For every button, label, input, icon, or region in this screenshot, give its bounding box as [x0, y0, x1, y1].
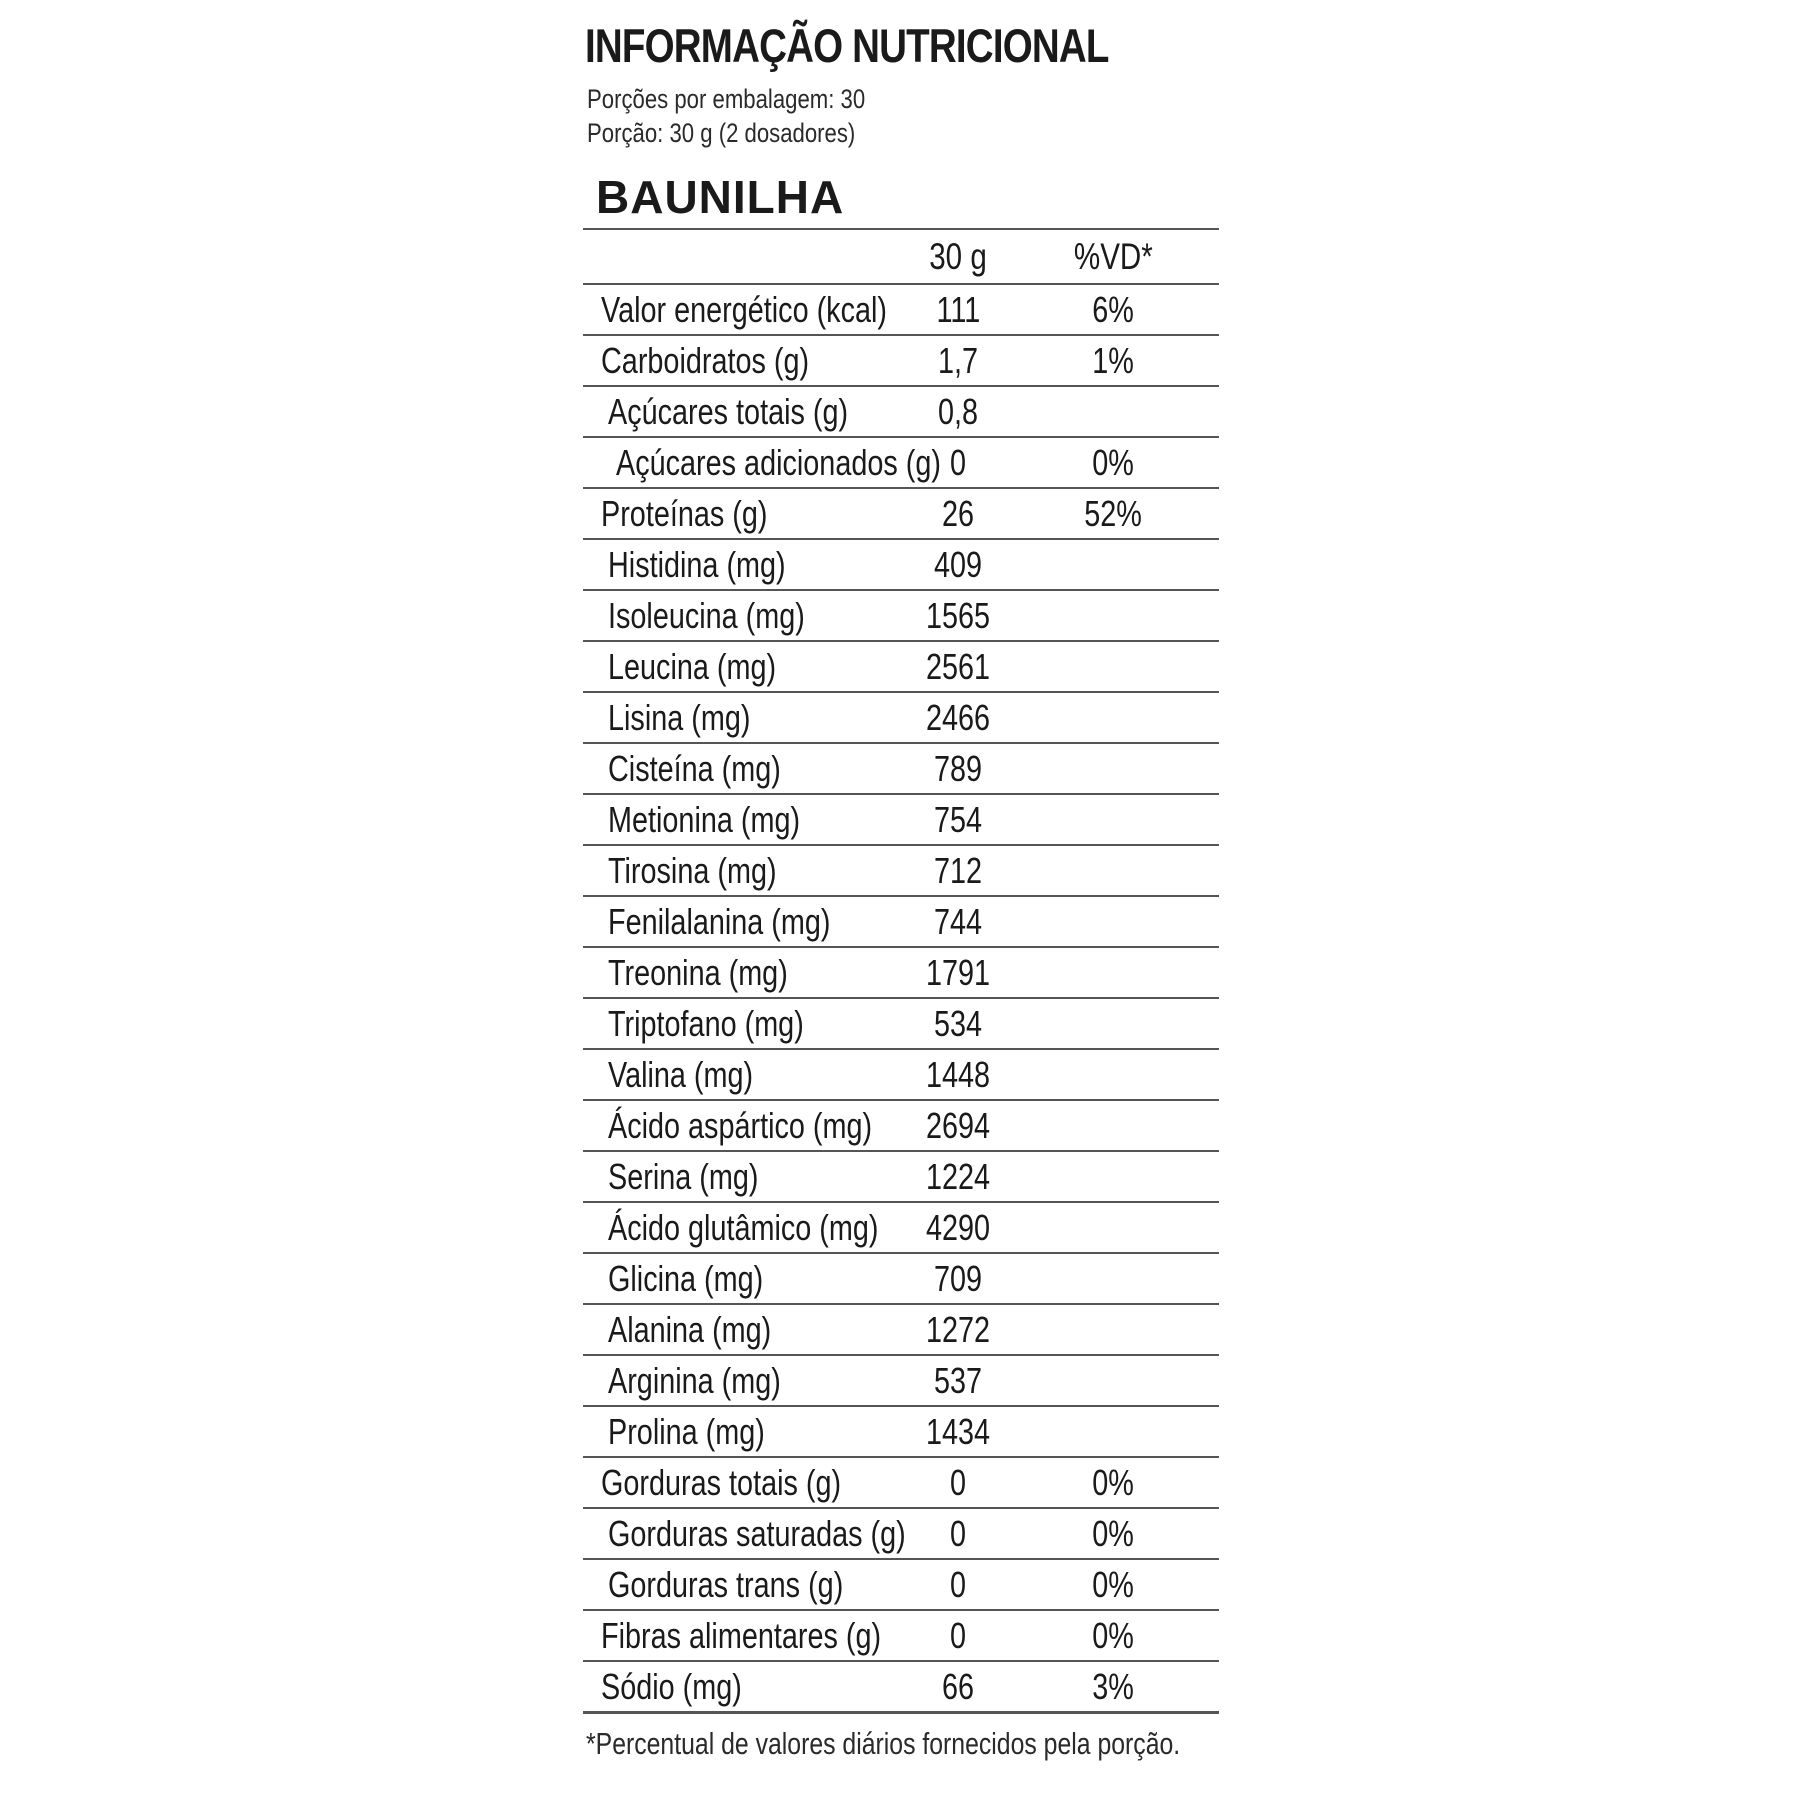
- table-row: [583, 1458, 1219, 1509]
- nutrient-amount: 66: [941, 1665, 975, 1707]
- nutrient-daily-value: [1038, 744, 1188, 793]
- column-header-amount: 30 g: [929, 235, 987, 277]
- nutrient-name: Isoleucina (mg): [608, 594, 805, 636]
- nutrient-daily-value: 3%: [1092, 1665, 1134, 1707]
- table-row: [583, 438, 1219, 489]
- nutrient-daily-value: 0%: [1092, 1461, 1134, 1503]
- nutrient-daily-value: [1038, 1152, 1188, 1201]
- nutrient-amount: 1791: [925, 951, 991, 993]
- nutrient-daily-value: [1038, 642, 1188, 691]
- nutrient-name: Treonina (mg): [608, 951, 788, 993]
- table-row: [583, 1560, 1219, 1611]
- servings-per-package: Porções por embalagem: 30: [587, 84, 866, 114]
- table-row: [583, 285, 1219, 336]
- nutrient-daily-value: [1038, 693, 1188, 742]
- nutrient-name: Açúcares adicionados (g): [616, 441, 941, 483]
- nutrient-amount: 1434: [925, 1410, 991, 1452]
- table-row: [583, 846, 1219, 897]
- nutrient-name: Alanina (mg): [608, 1308, 772, 1350]
- table-row: [583, 693, 1219, 744]
- nutrient-daily-value: [1038, 1050, 1188, 1099]
- nutrient-daily-value: 0%: [1092, 1614, 1134, 1656]
- serving-size: Porção: 30 g (2 dosadores): [587, 118, 856, 148]
- table-row: [583, 1662, 1219, 1714]
- table-row: [583, 591, 1219, 642]
- nutrient-name: Arginina (mg): [608, 1359, 781, 1401]
- nutrition-table: [583, 228, 1219, 1714]
- nutrient-name: Gorduras saturadas (g): [608, 1512, 906, 1554]
- table-row: [583, 1203, 1219, 1254]
- nutrient-daily-value: [1038, 846, 1188, 895]
- table-row: [583, 1407, 1219, 1458]
- nutrient-amount: 744: [933, 900, 983, 942]
- nutrient-name: Proteínas (g): [601, 492, 768, 534]
- nutrient-daily-value: [1038, 1407, 1188, 1456]
- table-row: [583, 744, 1219, 795]
- table-row: [583, 642, 1219, 693]
- nutrient-name: Lisina (mg): [608, 696, 751, 738]
- nutrient-amount: 111: [936, 288, 980, 330]
- nutrient-amount: 1,7: [937, 339, 979, 381]
- table-row: [583, 540, 1219, 591]
- nutrient-amount: 0: [949, 1563, 967, 1605]
- table-row: [583, 1611, 1219, 1662]
- nutrient-name: Serina (mg): [608, 1155, 759, 1197]
- nutrient-daily-value: [1038, 897, 1188, 946]
- nutrient-daily-value: 1%: [1092, 339, 1134, 381]
- nutrient-amount: 2561: [925, 645, 991, 687]
- nutrient-daily-value: 0%: [1092, 441, 1134, 483]
- nutrient-daily-value: [1038, 1305, 1188, 1354]
- nutrient-name: Prolina (mg): [608, 1410, 765, 1452]
- nutrient-name: Histidina (mg): [608, 543, 786, 585]
- nutrient-amount: 712: [933, 849, 983, 891]
- nutrient-daily-value: [1038, 1356, 1188, 1405]
- nutrient-amount: 537: [933, 1359, 983, 1401]
- nutrient-amount: 2694: [925, 1104, 991, 1146]
- table-row: [583, 1509, 1219, 1560]
- nutrient-amount: 0: [949, 1614, 967, 1656]
- table-body: [583, 285, 1219, 1714]
- nutrient-daily-value: [1038, 999, 1188, 1048]
- nutrient-amount: 1272: [925, 1308, 991, 1350]
- nutrient-daily-value: 0%: [1092, 1512, 1134, 1554]
- table-row: [583, 1305, 1219, 1356]
- nutrient-name: Tirosina (mg): [608, 849, 777, 891]
- nutrient-amount: 0: [949, 441, 967, 483]
- nutrient-daily-value: [1038, 1101, 1188, 1150]
- table-row: [583, 1050, 1219, 1101]
- nutrient-name: Fenilalanina (mg): [608, 900, 831, 942]
- nutrient-name: Ácido aspártico (mg): [608, 1104, 873, 1146]
- table-row: [583, 795, 1219, 846]
- table-row: [583, 1152, 1219, 1203]
- nutrient-daily-value: [1038, 1203, 1188, 1252]
- table-row: [583, 948, 1219, 999]
- table-row: [583, 999, 1219, 1050]
- footnote: *Percentual de valores diários fornecidos pela porção.: [586, 1726, 1181, 1761]
- nutrient-amount: 26: [941, 492, 975, 534]
- table-row: [583, 1356, 1219, 1407]
- table-row: [583, 387, 1219, 438]
- nutrient-daily-value: 0%: [1092, 1563, 1134, 1605]
- nutrient-name: Glicina (mg): [608, 1257, 764, 1299]
- nutrient-daily-value: [1038, 387, 1188, 436]
- nutrition-label: [583, 0, 1223, 1800]
- nutrient-name: Carboidratos (g): [601, 339, 810, 381]
- table-row: [583, 336, 1219, 387]
- nutrient-amount: 754: [933, 798, 983, 840]
- nutrient-amount: 0: [949, 1512, 967, 1554]
- table-row: [583, 1254, 1219, 1305]
- nutrient-name: Metionina (mg): [608, 798, 801, 840]
- nutrient-daily-value: [1038, 948, 1188, 997]
- nutrient-name: Gorduras totais (g): [601, 1461, 842, 1503]
- nutrient-amount: 789: [933, 747, 983, 789]
- nutrient-amount: 1565: [925, 594, 991, 636]
- nutrient-name: Ácido glutâmico (mg): [608, 1206, 879, 1248]
- table-row: [583, 1101, 1219, 1152]
- table-row: [583, 489, 1219, 540]
- nutrient-daily-value: [1038, 795, 1188, 844]
- nutrient-amount: 4290: [925, 1206, 991, 1248]
- nutrient-daily-value: [1038, 591, 1188, 640]
- nutrient-amount: 534: [933, 1002, 983, 1044]
- nutrient-name: Valina (mg): [608, 1053, 754, 1095]
- nutrient-daily-value: 52%: [1084, 492, 1142, 534]
- label-title: INFORMAÇÃO NUTRICIONAL: [585, 19, 1109, 72]
- nutrient-daily-value: [1038, 1254, 1188, 1303]
- nutrient-name: Valor energético (kcal): [601, 288, 887, 330]
- nutrient-amount: 1224: [925, 1155, 991, 1197]
- nutrient-name: Sódio (mg): [601, 1665, 742, 1707]
- nutrient-name: Gorduras trans (g): [608, 1563, 844, 1605]
- nutrient-amount: 0: [949, 1461, 967, 1503]
- flavor-title: BAUNILHA: [596, 171, 845, 223]
- nutrient-amount: 2466: [925, 696, 991, 738]
- table-header-row: [583, 230, 1219, 285]
- table-row: [583, 897, 1219, 948]
- column-header-dv: %VD*: [1073, 235, 1153, 277]
- nutrient-name: Açúcares totais (g): [608, 390, 849, 432]
- nutrient-amount: 409: [933, 543, 983, 585]
- nutrient-amount: 709: [933, 1257, 983, 1299]
- nutrient-daily-value: 6%: [1092, 288, 1134, 330]
- nutrient-name: Fibras alimentares (g): [601, 1614, 882, 1656]
- nutrient-name: Triptofano (mg): [608, 1002, 804, 1044]
- nutrient-daily-value: [1038, 540, 1188, 589]
- nutrient-amount: 1448: [925, 1053, 991, 1095]
- nutrient-amount: 0,8: [937, 390, 979, 432]
- nutrient-name: Leucina (mg): [608, 645, 777, 687]
- nutrient-name: Cisteína (mg): [608, 747, 781, 789]
